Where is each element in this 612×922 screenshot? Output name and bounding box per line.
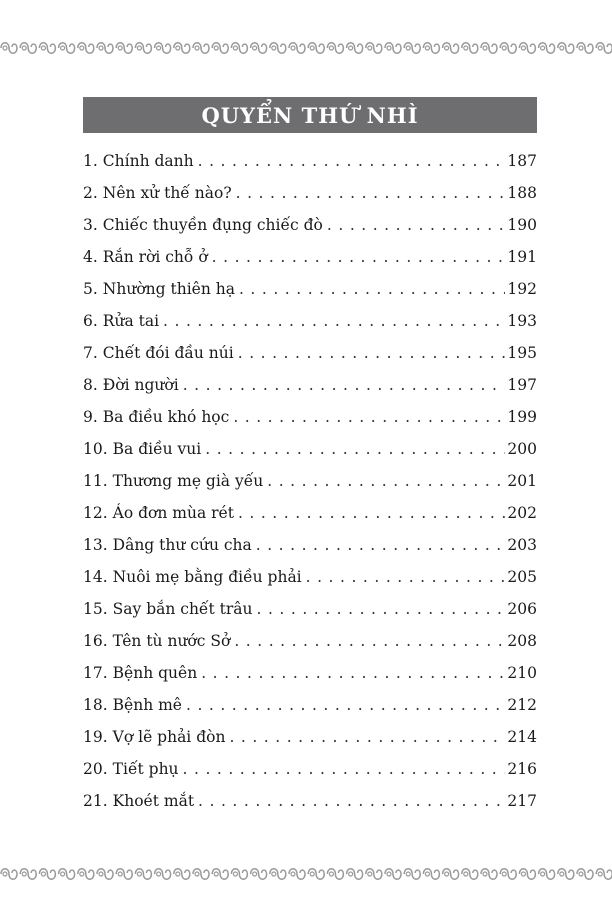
- toc-entry-title: Đời người: [102, 376, 179, 394]
- chain-link-icon: [481, 43, 497, 54]
- toc-entry-title: Bệnh quên: [112, 664, 198, 682]
- toc-entry-number: 2.: [83, 184, 98, 202]
- toc-entry-title: Dâng thư cứu cha: [112, 536, 252, 554]
- toc-entry-number: 7.: [83, 344, 98, 362]
- dot-leader: [238, 497, 505, 529]
- toc-entry-page: 212: [507, 696, 537, 714]
- chain-link-loop: [502, 872, 506, 876]
- chain-link-icon: [155, 869, 171, 880]
- chain-link-loop: [291, 872, 295, 876]
- toc-entry: [83, 177, 537, 209]
- dot-leader: [183, 753, 506, 785]
- toc-entry-page: 203: [507, 536, 537, 554]
- chain-link-icon: [97, 869, 113, 880]
- chain-link-loop: [368, 46, 372, 50]
- dot-leader: [256, 529, 506, 561]
- chain-link-icon: [385, 43, 401, 54]
- chain-link-icon: [212, 869, 228, 880]
- toc-entry-title: Nhường thiên hạ: [102, 280, 235, 298]
- chain-link-loop: [349, 46, 353, 50]
- toc-entry-title: Tiết phụ: [112, 760, 179, 778]
- chain-link-loop: [483, 46, 487, 50]
- toc-entry: [83, 337, 537, 369]
- chain-link-icon: [251, 869, 267, 880]
- toc-entry-title: Khoét mắt: [112, 792, 195, 810]
- table-of-contents: [83, 145, 537, 817]
- toc-entry-number: 21.: [83, 792, 108, 810]
- toc-entry-number: 18.: [83, 696, 108, 714]
- chain-link-icon: [20, 869, 36, 880]
- bottom-ornamental-border: [0, 864, 612, 884]
- toc-entry-number: 14.: [83, 568, 108, 586]
- toc-entry-page: 193: [507, 312, 537, 330]
- toc-entry-page: 217: [507, 792, 537, 810]
- chain-link-loop: [406, 46, 410, 50]
- toc-entry-number: 13.: [83, 536, 108, 554]
- toc-entry-title: Vợ lẽ phải đòn: [112, 728, 226, 746]
- chain-link-loop: [61, 872, 65, 876]
- top-ornamental-border: [0, 38, 612, 58]
- toc-entry-title: Rắn rời chỗ ở: [102, 248, 208, 266]
- toc-entry-page: 188: [507, 184, 537, 202]
- dot-leader: [229, 721, 505, 753]
- chain-link-loop: [253, 46, 257, 50]
- toc-entry-page: 191: [507, 248, 537, 266]
- chain-link-loop: [22, 872, 26, 876]
- dot-leader: [198, 145, 506, 177]
- chain-link-loop: [176, 872, 180, 876]
- chain-link-loop: [214, 872, 218, 876]
- chain-link-icon: [251, 43, 267, 54]
- chain-link-icon: [1, 869, 17, 880]
- toc-entry: [83, 497, 537, 529]
- chain-link-icon: [308, 43, 324, 54]
- chain-link-loop: [368, 872, 372, 876]
- chain-link-loop: [406, 872, 410, 876]
- toc-entry-page: 202: [507, 504, 537, 522]
- chain-link-loop: [233, 872, 237, 876]
- chain-link-loop: [22, 46, 26, 50]
- chain-link-loop: [310, 872, 314, 876]
- chain-link-icon: [327, 43, 343, 54]
- dot-leader: [163, 305, 505, 337]
- chain-link-icon: [462, 43, 478, 54]
- chain-link-icon: [78, 43, 94, 54]
- chain-link-icon: [39, 43, 55, 54]
- chain-link-icon: [596, 43, 612, 54]
- toc-entry: [83, 689, 537, 721]
- chain-link-icon: [155, 43, 171, 54]
- toc-entry-page: 190: [507, 216, 537, 234]
- chain-link-loop: [521, 872, 525, 876]
- toc-entry: [83, 145, 537, 177]
- chain-link-icon: [116, 43, 132, 54]
- chain-link-icon: [385, 869, 401, 880]
- chain-link-icon: [174, 869, 190, 880]
- chain-link-loop: [253, 872, 257, 876]
- chain-link-icon: [289, 869, 305, 880]
- chain-link-icon: [270, 869, 286, 880]
- toc-entry-number: 17.: [83, 664, 108, 682]
- toc-entry: [83, 401, 537, 433]
- chain-link-loop: [195, 46, 199, 50]
- chain-link-loop: [464, 46, 468, 50]
- chain-link-loop: [579, 46, 583, 50]
- toc-entry-number: 1.: [83, 152, 98, 170]
- chain-link-loop: [61, 46, 65, 50]
- chain-link-icon: [347, 869, 363, 880]
- chain-link-icon: [366, 869, 382, 880]
- chain-link-loop: [464, 872, 468, 876]
- toc-entry-title: Thương mẹ già yếu: [112, 472, 264, 490]
- chain-link-loop: [291, 46, 295, 50]
- toc-entry-page: 201: [507, 472, 537, 490]
- dot-leader: [201, 657, 505, 689]
- chain-link-loop: [195, 872, 199, 876]
- toc-entry: [83, 273, 537, 305]
- dot-leader: [239, 273, 505, 305]
- toc-entry: [83, 561, 537, 593]
- chain-link-icon: [404, 869, 420, 880]
- chain-link-loop: [99, 872, 103, 876]
- chain-link-loop: [176, 46, 180, 50]
- dot-leader: [212, 241, 506, 273]
- chain-link-icon: [78, 869, 94, 880]
- chain-link-icon: [135, 869, 151, 880]
- dot-leader: [186, 689, 505, 721]
- toc-entry-number: 5.: [83, 280, 98, 298]
- chain-link-icon: [539, 869, 555, 880]
- toc-entry: [83, 721, 537, 753]
- toc-entry-page: 197: [507, 376, 537, 394]
- chain-link-icon: [558, 869, 574, 880]
- dot-leader: [236, 177, 506, 209]
- toc-entry-page: 200: [507, 440, 537, 458]
- chain-link-icon: [443, 869, 459, 880]
- chain-link-icon: [59, 869, 75, 880]
- chain-link-loop: [425, 46, 429, 50]
- toc-entry-title: Chiếc thuyền đụng chiếc đò: [102, 216, 323, 234]
- chain-link-icon: [327, 869, 343, 880]
- chain-link-icon: [347, 43, 363, 54]
- toc-entry-title: Chết đói đầu núi: [102, 344, 234, 362]
- chain-link-icon: [577, 869, 593, 880]
- toc-entry-page: 195: [507, 344, 537, 362]
- chain-link-loop: [41, 872, 45, 876]
- chain-link-loop: [80, 872, 84, 876]
- toc-entry-number: 12.: [83, 504, 108, 522]
- chain-ornament-icon: [0, 38, 612, 58]
- dot-leader: [198, 785, 505, 817]
- chain-link-icon: [558, 43, 574, 54]
- chain-link-loop: [310, 46, 314, 50]
- dot-leader: [205, 433, 505, 465]
- chain-link-loop: [118, 46, 122, 50]
- toc-entry-page: 187: [507, 152, 537, 170]
- dot-leader: [306, 561, 506, 593]
- toc-entry-number: 20.: [83, 760, 108, 778]
- toc-entry-number: 11.: [83, 472, 108, 490]
- toc-entry-title: Rửa tai: [102, 312, 160, 330]
- chain-link-loop: [483, 872, 487, 876]
- toc-entry: [83, 625, 537, 657]
- toc-entry-number: 10.: [83, 440, 108, 458]
- chain-link-icon: [500, 43, 516, 54]
- dot-leader: [257, 593, 506, 625]
- chain-link-loop: [137, 46, 141, 50]
- toc-entry-title: Ba điều khó học: [102, 408, 230, 426]
- chain-link-icon: [519, 43, 535, 54]
- toc-entry-title: Bệnh mê: [112, 696, 182, 714]
- chain-link-icon: [577, 43, 593, 54]
- chain-link-loop: [272, 872, 276, 876]
- toc-entry-title: Áo đơn mùa rét: [112, 504, 234, 522]
- toc-entry-page: 199: [507, 408, 537, 426]
- dot-leader: [238, 337, 506, 369]
- chain-link-icon: [596, 869, 612, 880]
- toc-entry-title: Ba điều vui: [112, 440, 202, 458]
- toc-entry-title: Say bắn chết trâu: [112, 600, 253, 618]
- chain-link-loop: [233, 46, 237, 50]
- toc-entry-number: 9.: [83, 408, 98, 426]
- chain-link-icon: [519, 869, 535, 880]
- chain-link-icon: [1, 43, 17, 54]
- chain-link-icon: [423, 43, 439, 54]
- toc-entry-page: 206: [507, 600, 537, 618]
- chain-link-icon: [289, 43, 305, 54]
- toc-entry: [83, 529, 537, 561]
- toc-entry-number: 8.: [83, 376, 98, 394]
- chain-link-loop: [272, 46, 276, 50]
- chain-link-icon: [500, 869, 516, 880]
- chain-link-loop: [425, 872, 429, 876]
- chain-link-loop: [329, 872, 333, 876]
- chain-link-loop: [80, 46, 84, 50]
- toc-entry-number: 19.: [83, 728, 108, 746]
- toc-entry: [83, 241, 537, 273]
- chain-link-icon: [366, 43, 382, 54]
- toc-entry-page: 214: [507, 728, 537, 746]
- chain-link-loop: [521, 46, 525, 50]
- chain-link-loop: [541, 872, 545, 876]
- toc-entry: [83, 209, 537, 241]
- chain-link-loop: [214, 46, 218, 50]
- toc-entry-title: Tên tù nước Sở: [112, 632, 231, 650]
- toc-entry-number: 15.: [83, 600, 108, 618]
- chain-link-loop: [387, 46, 391, 50]
- chain-ornament-icon: [0, 864, 612, 884]
- dot-leader: [327, 209, 506, 241]
- toc-entry: [83, 785, 537, 817]
- chain-link-loop: [502, 46, 506, 50]
- chain-link-loop: [445, 46, 449, 50]
- toc-entry-number: 3.: [83, 216, 98, 234]
- chain-link-loop: [560, 872, 564, 876]
- chain-link-icon: [539, 43, 555, 54]
- chain-link-icon: [462, 869, 478, 880]
- chain-link-icon: [404, 43, 420, 54]
- chain-link-loop: [579, 872, 583, 876]
- toc-entry-page: 216: [507, 760, 537, 778]
- toc-entry-title: Chính danh: [102, 152, 194, 170]
- chain-link-loop: [387, 872, 391, 876]
- toc-entry: [83, 657, 537, 689]
- dot-leader: [267, 465, 505, 497]
- chain-link-loop: [598, 872, 602, 876]
- chain-link-icon: [231, 869, 247, 880]
- toc-entry-page: 205: [507, 568, 537, 586]
- chain-link-icon: [59, 43, 75, 54]
- chain-link-icon: [423, 869, 439, 880]
- chain-link-loop: [349, 872, 353, 876]
- chain-link-loop: [598, 46, 602, 50]
- toc-entry-number: 4.: [83, 248, 98, 266]
- dot-leader: [233, 401, 505, 433]
- chain-link-loop: [99, 46, 103, 50]
- toc-entry-title: Nên xử thế nào?: [102, 184, 232, 202]
- toc-entry: [83, 305, 537, 337]
- toc-entry-page: 192: [507, 280, 537, 298]
- toc-entry: [83, 369, 537, 401]
- chain-link-icon: [308, 869, 324, 880]
- chain-link-loop: [541, 46, 545, 50]
- chain-link-loop: [445, 872, 449, 876]
- toc-entry-page: 210: [507, 664, 537, 682]
- toc-entry-page: 208: [507, 632, 537, 650]
- chain-link-loop: [157, 872, 161, 876]
- chain-link-icon: [270, 43, 286, 54]
- dot-leader: [183, 369, 506, 401]
- section-title-bar: [83, 97, 537, 133]
- toc-entry-number: 6.: [83, 312, 98, 330]
- chain-link-icon: [174, 43, 190, 54]
- toc-entry: [83, 593, 537, 625]
- chain-link-icon: [135, 43, 151, 54]
- toc-entry: [83, 753, 537, 785]
- toc-entry: [83, 433, 537, 465]
- chain-link-loop: [560, 46, 564, 50]
- toc-entry-title: Nuôi mẹ bằng điều phải: [112, 568, 302, 586]
- chain-link-icon: [443, 43, 459, 54]
- chain-link-icon: [193, 43, 209, 54]
- section-title: QUYỂN THỨ NHÌ: [201, 102, 419, 128]
- toc-entry-number: 16.: [83, 632, 108, 650]
- chain-link-icon: [97, 43, 113, 54]
- chain-link-icon: [20, 43, 36, 54]
- chain-link-loop: [3, 46, 7, 50]
- chain-link-loop: [41, 46, 45, 50]
- toc-entry: [83, 465, 537, 497]
- chain-link-icon: [116, 869, 132, 880]
- chain-link-icon: [231, 43, 247, 54]
- chain-link-loop: [329, 46, 333, 50]
- chain-link-loop: [3, 872, 7, 876]
- chain-link-icon: [481, 869, 497, 880]
- chain-link-icon: [212, 43, 228, 54]
- chain-link-loop: [118, 872, 122, 876]
- chain-link-icon: [193, 869, 209, 880]
- dot-leader: [234, 625, 505, 657]
- chain-link-loop: [137, 872, 141, 876]
- chain-link-loop: [157, 46, 161, 50]
- chain-link-icon: [39, 869, 55, 880]
